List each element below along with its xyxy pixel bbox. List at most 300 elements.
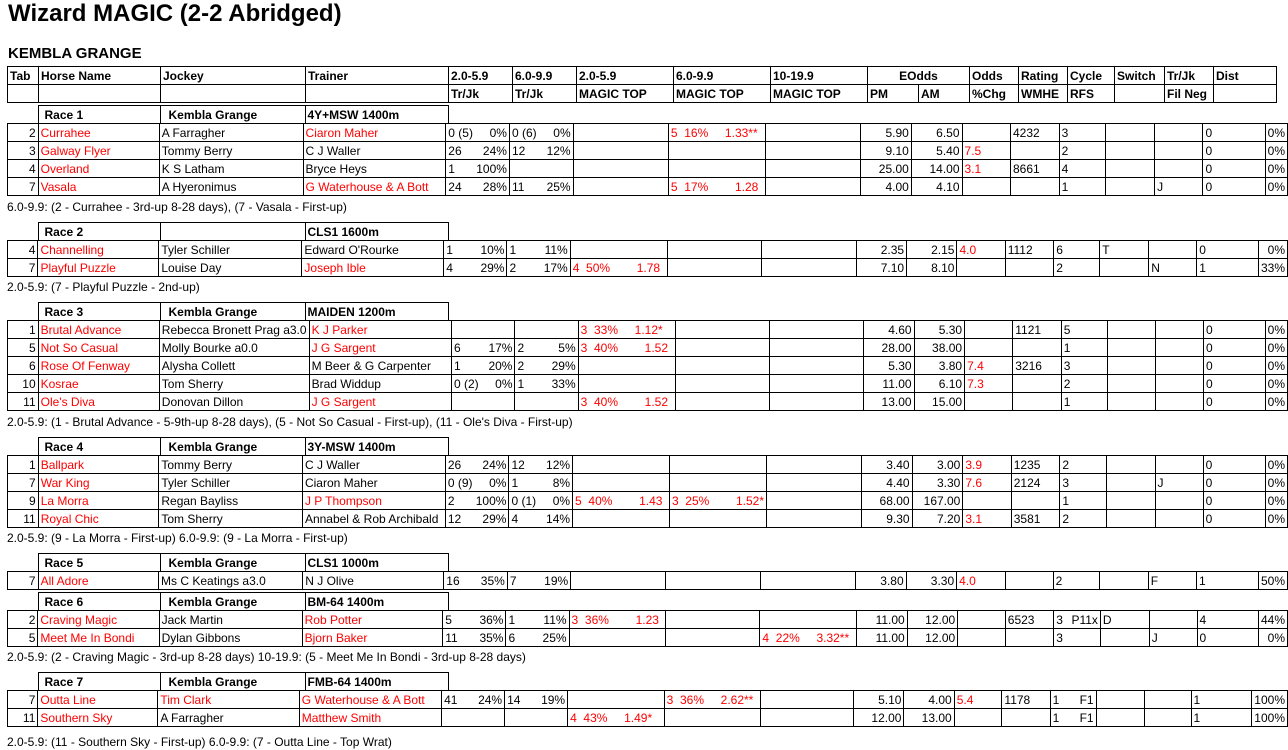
switch-flag: T [1100,241,1149,259]
trjk-count: 11 [511,179,525,194]
dist-percent: 0% [1265,339,1287,357]
race-header-blank [1018,106,1067,124]
horse-name: Channelling [38,241,159,259]
header-cell: Tr/Jk [1165,67,1214,85]
horse-name: Rose Of Fenway [38,357,159,375]
magic-top [765,178,860,196]
odds-change: 4.0 [957,572,1005,590]
header-cell: MAGIC TOP [674,85,771,103]
switch-flag [1106,124,1155,142]
odds-change: 3.1 [962,160,1010,178]
runner-row[interactable] [8,321,1288,339]
race-header-blank [969,106,1018,124]
race-header-blank [448,593,512,611]
header-cell: MAGIC TOP [771,85,868,103]
header-cell: Fil Neg [1165,85,1214,103]
horse-name: War King [38,474,159,492]
trjk-count: 12 [511,143,526,158]
race-header-blank [1164,223,1213,241]
cycle-value: 1 [1052,710,1060,725]
magic-top [767,492,862,510]
magic-top: 3 36% 2.62** [664,691,761,709]
tab-number: 3 [8,142,39,160]
trjk-count: 7 [509,573,517,588]
magic-top [573,160,668,178]
trainer-name: J P Thompson [302,492,445,510]
magic-top [767,456,862,474]
race-header-blank [770,106,867,124]
race-header-blank [7,554,38,572]
runner-row[interactable] [8,178,1288,196]
trjk-percent: 0% [553,125,571,140]
jockey-name: Tyler Schiller [159,241,302,259]
eodds-am: 5.30 [914,321,965,339]
trjk-percent: 25% [542,630,567,645]
race-header-blank [7,673,38,691]
header-cell: Horse Name [39,67,161,85]
trjk-count: 2 [517,358,525,373]
trjk-flag [1149,611,1197,629]
dist-percent: 0% [1258,629,1287,647]
trjk-count: 0 (9) [447,475,473,490]
race-header-blank [1164,106,1213,124]
fil-neg: 0 [1203,510,1265,528]
trjk-count: 1 [448,161,455,176]
magic-top [675,393,769,411]
trjk-percent: 0% [495,376,513,391]
switch-flag [1106,178,1155,196]
race-header [7,302,1276,321]
eodds-am: 12.00 [907,629,957,647]
header-cell: %Chg [970,85,1019,103]
trjk-flag [1155,124,1203,142]
race-header-blank [512,593,576,611]
runner-row[interactable] [8,510,1288,528]
runner-row[interactable] [8,393,1288,411]
race-header [7,672,1276,691]
magic-top [664,709,761,727]
eodds-am: 4.00 [904,691,954,709]
trjk-percent: 24% [482,143,507,158]
race-venue: Kembla Grange [160,593,305,611]
header-cell: AM [919,85,970,103]
cycle-value: 6 [1056,242,1063,257]
race-conditions: 3Y-MSW 1400m [305,438,448,456]
rating-wmhe [1013,375,1061,393]
runner-row[interactable] [8,492,1288,510]
dist-percent: 0% [1265,160,1287,178]
header-cell [1115,85,1165,103]
race-label: Race 3 [38,303,160,321]
trjk-count: 12 [447,511,462,526]
magic-top: 4 43% 1.49* [568,709,665,727]
jockey-name: Rebecca Bronett Prag a3.0 [159,321,309,339]
runner-row[interactable] [8,160,1288,178]
fil-neg: 1 [1191,691,1252,709]
trjk-flag [1144,709,1191,727]
magic-top: 3 25% 1.52* [669,492,766,510]
race-conditions: MAIDEN 1200m [305,303,448,321]
magic-top: 5 40% 1.43 [573,492,670,510]
trjk-percent: 17% [543,260,568,275]
trjk-6-9 [509,142,573,160]
race-note: 2.0-5.9: (9 - La Morra - First-up) 6.0-9.9: (9 - La Morra - First-up) [7,531,348,545]
magic-top [675,357,769,375]
trjk-6-9 [507,259,570,277]
magic-top [667,241,762,259]
runners-table [7,690,1288,727]
switch-flag [1106,474,1155,492]
race-header-blank [1114,593,1164,611]
runner-row[interactable] [8,241,1288,259]
jockey-name: A Hyeronimus [159,178,303,196]
cycle-extra: F1 [1079,692,1094,707]
race-header-blank [770,554,867,572]
runners-table [7,320,1288,411]
eodds-am: 14.00 [911,160,962,178]
header-cell: Jockey [161,67,306,85]
eodds-pm: 9.30 [861,510,912,528]
race-header-blank [1114,303,1164,321]
trainer-name: Ciaron Maher [303,124,446,142]
trainer-name: C J Waller [303,142,446,160]
trjk-2-5 [444,241,507,259]
trjk-6-9 [515,321,578,339]
rating-wmhe: 2124 [1011,474,1060,492]
race-header-blank [576,438,673,456]
eodds-pm: 4.40 [861,474,912,492]
race-header-blank [770,438,867,456]
magic-top [578,375,675,393]
header-cell [161,85,306,103]
runner-row[interactable] [8,709,1288,727]
trjk-2-5 [445,510,509,528]
trjk-percent: 100% [476,161,507,176]
race-header-blank [867,673,918,691]
cycle-value: 3 [1063,358,1071,373]
trjk-6-9 [507,241,570,259]
fil-neg: 1 [1196,572,1258,590]
eodds-am: 3.30 [906,572,957,590]
race-header-blank [673,106,770,124]
trjk-count: 2 [447,493,455,508]
eodds-pm: 9.10 [861,142,912,160]
trjk-count: 5 [445,612,452,627]
race-header-blank [1213,303,1276,321]
runner-row[interactable] [8,572,1288,590]
jockey-name: Tyler Schiller [159,474,303,492]
trainer-name: Annabel & Rob Archibald [302,510,445,528]
race-header-blank [1213,554,1276,572]
cycle-rfs [1060,510,1106,528]
runner-row[interactable] [8,142,1288,160]
horse-name: Kosrae [38,375,159,393]
race-header-blank [969,223,1018,241]
cycle-rfs [1061,321,1107,339]
race-header-blank [969,673,1018,691]
race-header-blank [448,223,512,241]
magic-top [769,321,863,339]
trainer-name: Ciaron Maher [302,474,445,492]
runner-row[interactable] [8,339,1288,357]
rating-wmhe [1011,492,1060,510]
trjk-6-9 [506,629,569,647]
trjk-2-5 [452,339,515,357]
tab-number: 10 [8,375,39,393]
horse-name: Not So Casual [38,339,159,357]
trjk-percent: 14% [546,511,571,526]
magic-top [573,456,670,474]
race-note: 2.0-5.9: (11 - Southern Sky - First-up) 6.0-9.9: (7 - Outta Line - Top Wrat) [7,735,392,749]
trjk-percent: 0% [552,493,571,508]
trjk-percent: 10% [480,242,505,257]
switch-flag [1100,629,1149,647]
jockey-name: A Farragher [159,124,303,142]
jockey-name: Louise Day [159,259,302,277]
race-header-blank [673,593,770,611]
cycle-value: 1 [1061,179,1069,194]
header-cell [39,85,161,103]
magic-top [769,357,863,375]
trjk-6-9 [509,160,573,178]
runner-row[interactable] [8,456,1288,474]
race-header [7,437,1276,456]
magic-top [675,375,769,393]
race-header-blank [918,438,969,456]
race-header-blank [918,223,969,241]
runner-row[interactable] [8,259,1288,277]
trainer-name: G Waterhouse & A Bott [303,178,446,196]
trjk-6-9 [507,572,570,590]
cycle-value: 3 [1056,612,1063,627]
header-cell: Cycle [1068,67,1115,85]
eodds-pm: 11.00 [857,629,907,647]
odds-change [957,259,1005,277]
cycle-rfs [1050,709,1096,727]
runner-row[interactable] [8,375,1288,393]
rating-wmhe: 1235 [1011,456,1060,474]
eodds-pm: 11.00 [857,611,907,629]
runner-row[interactable] [8,611,1288,629]
cycle-value: 5 [1063,322,1071,337]
trjk-count: 1 [509,242,517,257]
trjk-2-5 [445,492,509,510]
trjk-flag [1156,321,1204,339]
trjk-2-5 [443,611,506,629]
header-cell: 2.0-5.9 [577,67,674,85]
race-header-blank [1213,223,1276,241]
horse-name: La Morra [38,492,159,510]
race-header-blank [7,438,38,456]
trjk-6-9 [509,510,573,528]
trjk-flag: F [1148,572,1196,590]
runners-table [7,455,1288,528]
jockey-name: Alysha Collett [159,357,309,375]
trjk-count: 0 (6) [511,125,537,140]
rating-wmhe [1002,709,1050,727]
trjk-2-5 [442,691,505,709]
race-venue: Kembla Grange [160,554,305,572]
switch-flag [1099,572,1148,590]
venue-title: KEMBLA GRANGE [8,45,142,62]
runner-row[interactable] [8,357,1288,375]
trjk-percent: 11% [543,612,567,627]
switch-flag [1106,160,1155,178]
magic-top [668,160,765,178]
dist-percent: 100% [1252,709,1288,727]
odds-change: 3.1 [963,510,1011,528]
race-header-blank [512,673,576,691]
race-header-blank [1018,554,1067,572]
race-header [7,592,1276,611]
rating-wmhe: 1178 [1002,691,1050,709]
header-cell: 2.0-5.9 [449,67,513,85]
cycle-extra: P11x [1071,612,1098,627]
race-venue: Kembla Grange [160,673,305,691]
tab-number: 7 [8,474,39,492]
race-header-blank [7,223,38,241]
race-header-blank [969,303,1018,321]
runner-row[interactable] [8,124,1288,142]
trjk-count: 26 [447,457,462,472]
trjk-percent: 12% [546,457,571,472]
header-cell: 6.0-9.9 [674,67,771,85]
race-header-blank [576,673,673,691]
race-header-blank [512,223,576,241]
trainer-name: Edward O'Rourke [302,241,444,259]
header-cell: Switch [1115,67,1165,85]
race-venue: Kembla Grange [160,438,305,456]
rating-wmhe [1005,629,1053,647]
fil-neg: 0 [1203,456,1265,474]
header-cell: PM [868,85,919,103]
horse-name: Meet Me In Bondi [38,629,159,647]
eodds-am: 6.10 [914,375,965,393]
cycle-value: 3 [1061,125,1069,140]
fil-neg: 0 [1203,178,1265,196]
magic-top [569,629,666,647]
eodds-am: 4.10 [911,178,962,196]
jockey-name: Tommy Berry [159,456,303,474]
fil-neg: 0 [1203,124,1265,142]
trjk-6-9 [509,492,573,510]
race-header-blank [770,593,867,611]
header-cell: 6.0-9.9 [513,67,577,85]
horse-name: All Adore [38,572,158,590]
jockey-name: Tim Clark [158,691,299,709]
race-header-blank [1114,223,1164,241]
eodds-pm: 7.10 [856,259,906,277]
odds-change: 7.4 [965,357,1013,375]
cycle-value: 2 [1055,573,1063,588]
race-header-blank [448,554,512,572]
horse-name: Vasala [38,178,159,196]
race-header-blank [576,554,673,572]
trjk-flag: N [1149,259,1197,277]
trjk-percent: 0% [489,475,507,490]
trjk-count: 6 [508,630,516,645]
eodds-pm: 5.90 [861,124,912,142]
race-label: Race 6 [38,593,160,611]
header-cell: WMHE [1019,85,1068,103]
tab-number: 7 [8,178,39,196]
race-label: Race 4 [38,438,160,456]
race-conditions: CLS1 1000m [305,554,448,572]
race-header-blank [1067,223,1114,241]
jockey-name: Dylan Gibbons [159,629,302,647]
odds-change [958,611,1006,629]
race-header-blank [1114,673,1164,691]
magic-top [761,572,856,590]
trjk-2-5 [445,456,509,474]
race-header-blank [673,223,770,241]
trjk-count: 1 [446,242,453,257]
trjk-flag: J [1155,178,1203,196]
odds-change [965,321,1013,339]
rating-wmhe [1013,339,1061,357]
race-header-blank [1018,673,1067,691]
odds-change: 7.5 [962,142,1010,160]
magic-top [669,510,766,528]
fil-neg: 0 [1197,629,1258,647]
race-header-blank [448,303,512,321]
race-header-blank [867,593,918,611]
trjk-percent: 12% [546,143,571,158]
runner-row[interactable] [8,474,1288,492]
eodds-pm: 4.00 [861,178,912,196]
horse-name: Craving Magic [38,611,159,629]
horse-name: Outta Line [38,691,158,709]
cycle-rfs [1059,178,1105,196]
eodds-am: 12.00 [907,611,957,629]
trjk-flag [1149,241,1197,259]
trjk-flag [1155,456,1203,474]
fil-neg: 1 [1197,259,1259,277]
magic-top [769,339,863,357]
trainer-name: K J Parker [309,321,451,339]
cycle-rfs [1054,241,1100,259]
dist-percent: 0% [1258,241,1287,259]
dist-percent: 0% [1265,124,1287,142]
eodds-pm: 4.60 [864,321,915,339]
eodds-pm: 28.00 [864,339,915,357]
eodds-am: 7.20 [912,510,963,528]
trjk-percent: 36% [479,612,504,627]
magic-top [675,321,769,339]
runner-row[interactable] [8,629,1288,647]
race-venue: Kembla Grange [160,106,305,124]
magic-top [762,241,857,259]
race-header-blank [576,106,673,124]
header-cell [8,85,39,103]
trainer-name: Matthew Smith [299,709,441,727]
header-cell [1214,85,1277,103]
magic-top [760,611,857,629]
trjk-count: 1 [511,475,519,490]
switch-flag [1107,339,1156,357]
magic-top: 5 16% 1.33** [668,124,765,142]
race-header-blank [1213,673,1276,691]
race-conditions: 4Y+MSW 1400m [305,106,448,124]
cycle-value: 2 [1062,511,1070,526]
trjk-percent: 24% [482,457,507,472]
runner-row[interactable] [8,691,1288,709]
header-row-2 [8,85,1277,103]
magic-top [578,357,675,375]
tab-number: 7 [8,572,39,590]
cycle-value: 1 [1063,394,1071,409]
magic-top: 4 22% 3.32** [760,629,857,647]
